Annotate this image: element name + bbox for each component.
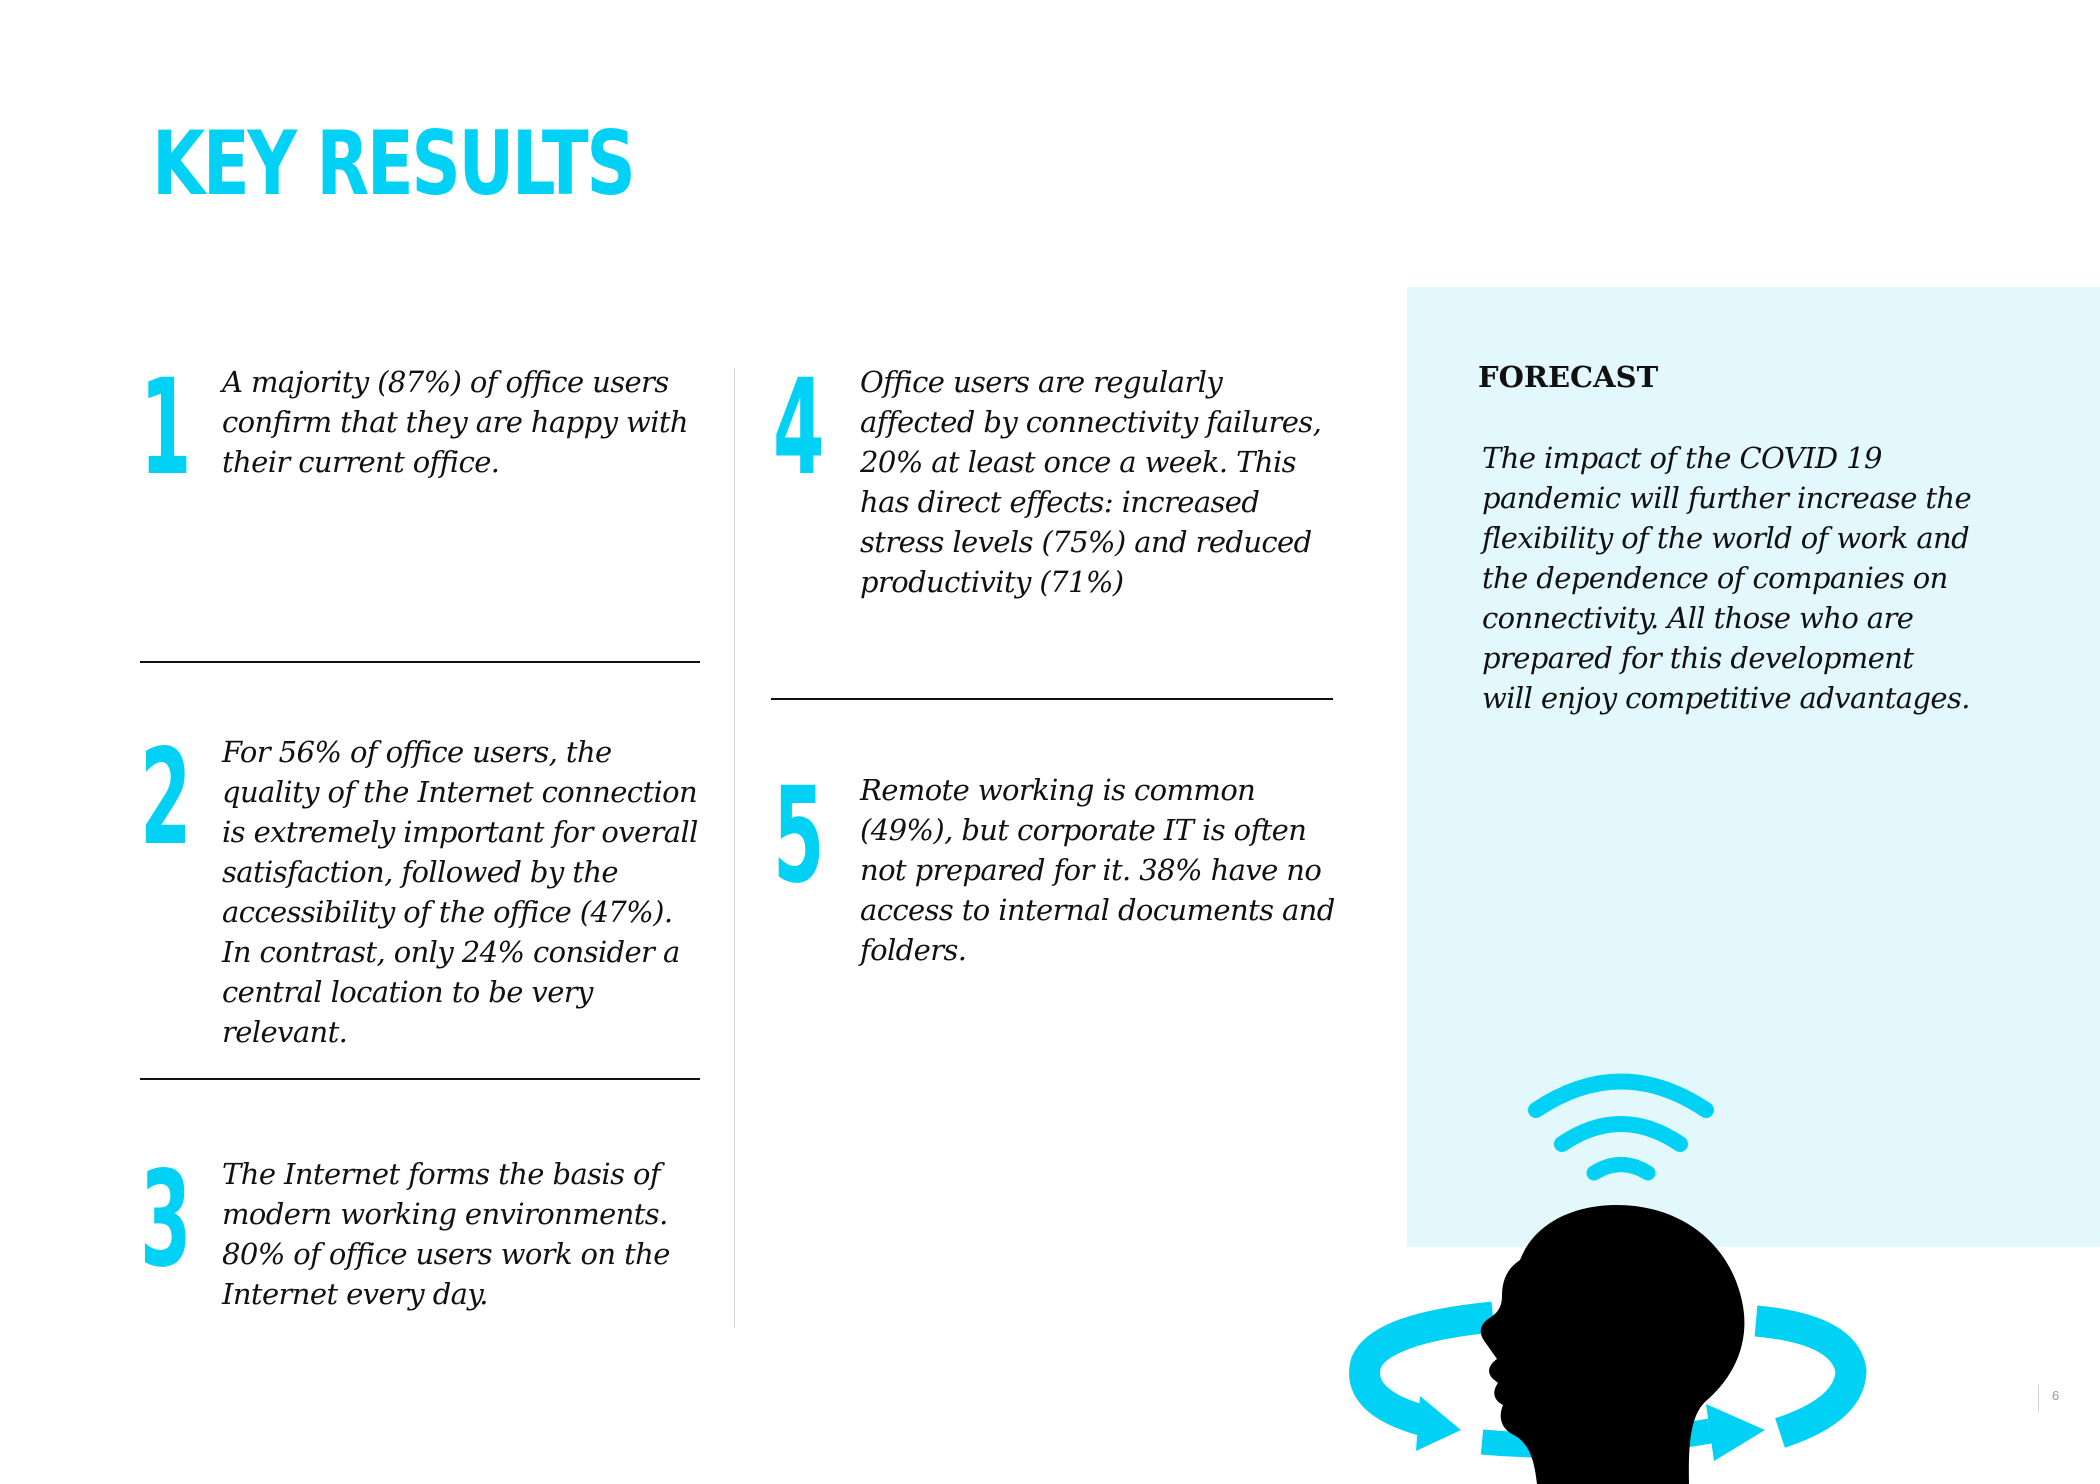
result-divider-2 [140, 1078, 700, 1080]
page-number-divider [2038, 1385, 2039, 1412]
result-divider-3 [771, 698, 1333, 700]
page-title: KEY RESULTS [152, 112, 634, 215]
arrow-bottom-head [1706, 1404, 1765, 1461]
wifi-wave-inner [1594, 1165, 1648, 1174]
result-text-5: Remote working is common (49%), but corporate IT is often not prepared for it. 38% have no access to internal documents and folders. [860, 773, 1335, 967]
result-number-2: 2 [140, 721, 192, 875]
wifi-icon [1536, 1082, 1706, 1174]
result-divider-1 [140, 661, 700, 663]
column-divider [734, 368, 735, 1328]
wifi-wave-middle [1562, 1124, 1680, 1144]
arrow-right-arc [1756, 1321, 1851, 1433]
result-text-2: For 56% of office users, the quality of the Internet connection is extremely important for overall satisfaction, followed by the accessibility of the office (47%). In contrast, only 24% consider a central location to be very relevant. [222, 735, 698, 1049]
forecast-text: The impact of the COVID 19 pandemic will further increase the flexibility of the world of work and the dependence of companies on connectivity. All those who are prepared for this development will enjoy competitive advantages. [1482, 441, 1972, 715]
result-number-1: 1 [140, 351, 192, 505]
page-number: 6 [2052, 1388, 2060, 1403]
wifi-wave-outer [1536, 1082, 1706, 1111]
arrow-left-head [1416, 1396, 1461, 1451]
result-number-3: 3 [140, 1143, 192, 1297]
connectivity-illustration [1340, 1065, 1880, 1484]
result-text-1: A majority (87%) of office users confirm that they are happy with their current office. [222, 365, 689, 479]
result-number-5: 5 [773, 759, 825, 913]
forecast-title: FORECAST [1478, 360, 1659, 394]
result-text-4: Office users are regularly affected by connectivity failures, 20% at least once a week. This has direct effects: increased stress levels (75%) and reduced productivity (71%) [860, 365, 1322, 599]
result-text-3: The Internet forms the basis of modern working environments. 80% of office users work on the Internet every day. [222, 1157, 670, 1311]
result-number-4: 4 [773, 351, 825, 505]
